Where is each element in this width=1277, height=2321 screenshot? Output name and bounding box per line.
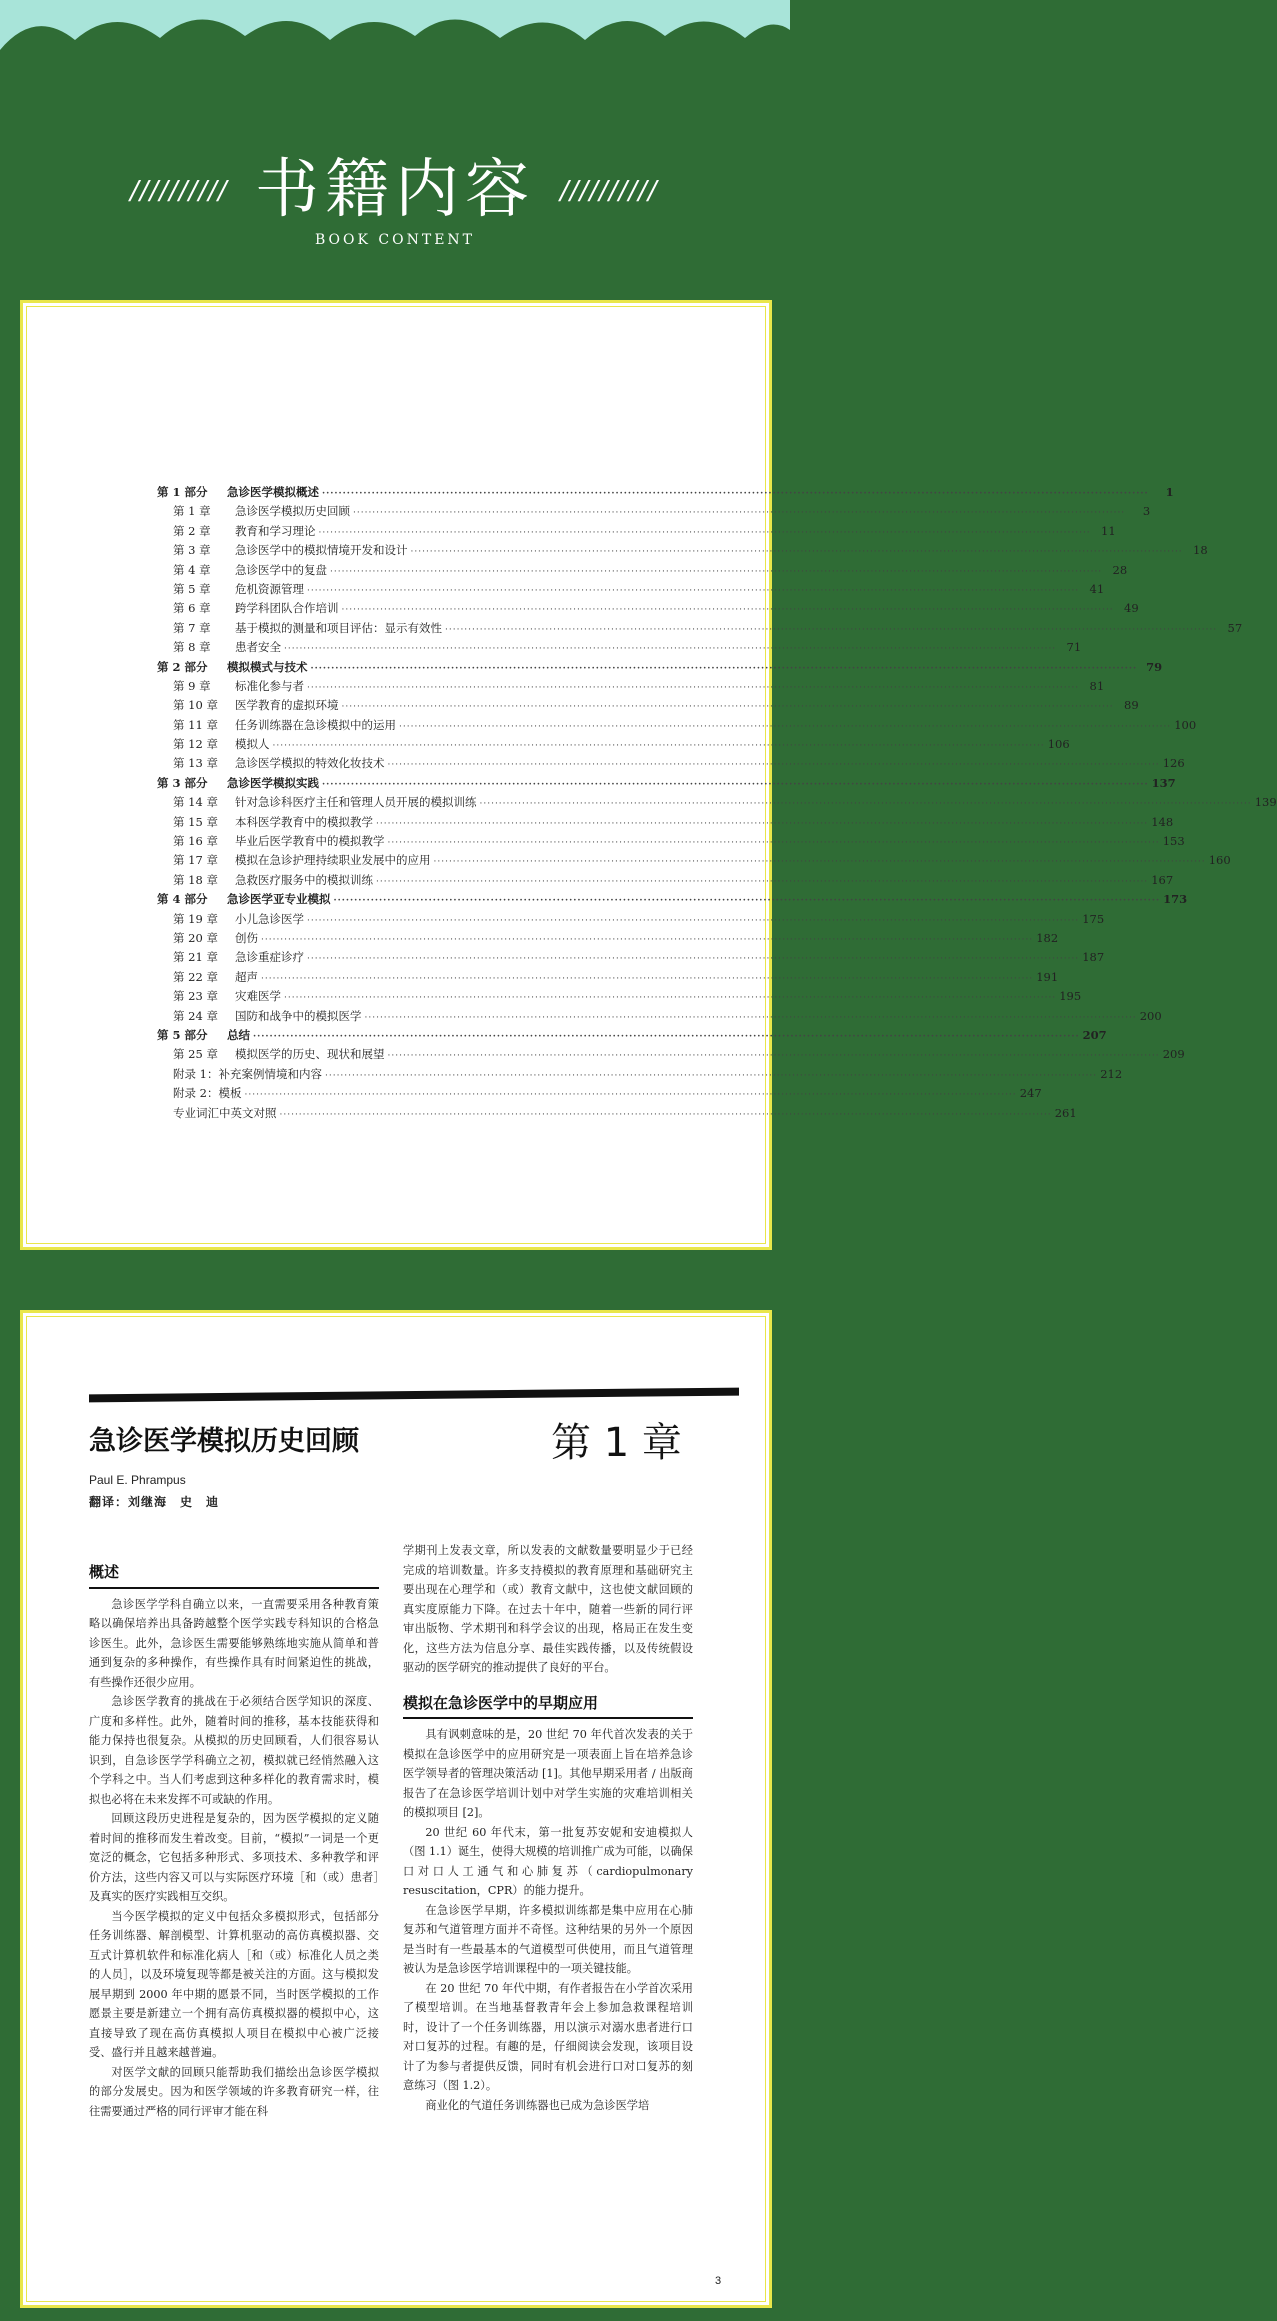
chapter-page-frame	[20, 1310, 772, 2308]
toc-entry-title: 急诊重症诊疗	[235, 950, 304, 965]
toc-entry-number: 第 12 章	[173, 737, 218, 752]
right-decoration: //////////	[560, 176, 658, 206]
toc-entry-title: 急诊医学模拟的特效化妆技术	[235, 756, 385, 771]
toc-entry-number: 第 20 章	[173, 930, 218, 945]
toc-entry	[157, 638, 1082, 657]
section-heading-early-use: 模拟在急诊医学中的早期应用	[403, 1694, 693, 1720]
toc-entry-page: 89	[1124, 698, 1139, 713]
toc-leader-dots: ········································································································································································································	[284, 644, 1057, 655]
toc-entry	[157, 890, 1188, 909]
toc-entry-page: 209	[1162, 1047, 1185, 1062]
toc-entry-page: 11	[1101, 523, 1116, 538]
toc-entry-title: 超声	[235, 969, 258, 984]
paragraph: 具有讽刺意味的是，20 世纪 70 年代首次发表的关于模拟在急诊医学中的应用研究是一项表面上旨在培养急诊医学领导者的管理决策活动 [1]。其他早期采用者 / 出版商报告了在急诊医学培训计划中对学生实施的灾难培训相关的模拟项目 [2]。	[403, 1728, 693, 1819]
toc-leader-dots: ········································································································································································································	[433, 857, 1206, 868]
toc-entry	[157, 832, 1185, 851]
paragraph: 20 世纪 60 年代末，第一批复苏安妮和安迪模拟人（图 1.1）诞生，使得大规模的培训推广成为可能，以确保口对口人工通气和心肺复苏（cardiopulmonary resuscitation，CPR）的能力提升。	[403, 1825, 693, 1897]
toc-entry-number: 第 1 部分	[157, 485, 208, 499]
toc-entry-title: 急诊医学模拟概述	[227, 485, 319, 499]
toc-entry-number: 第 2 部分	[157, 659, 208, 674]
toc-entry-title: 专业词汇中英文对照	[173, 1105, 277, 1120]
toc-entry-page: 126	[1162, 756, 1185, 771]
toc-entry	[157, 910, 1105, 929]
toc-leader-dots: ········································································································································································································	[330, 566, 1103, 577]
toc-entry-page: 247	[1019, 1086, 1042, 1101]
top-scallop-band	[0, 0, 790, 90]
toc-entry	[157, 851, 1231, 870]
toc-entry-title: 基于模拟的测量和项目评估：显示有效性	[235, 620, 442, 635]
toc-entry-title: 危机资源管理	[235, 581, 304, 596]
toc-entry-title: 针对急诊科医疗主任和管理人员开展的模拟训练	[235, 795, 477, 810]
toc-leader-dots: ········································································································································································································	[253, 1031, 1080, 1042]
toc-entry-page: 3	[1142, 504, 1151, 519]
toc-frame	[20, 300, 1277, 1250]
toc-entry-page: 28	[1112, 562, 1128, 577]
left-decoration: //////////	[130, 176, 228, 206]
toc-entry	[157, 1007, 1162, 1026]
paragraph: 当今医学模拟的定义中包括众多模拟形式，包括部分任务训练器、解剖模型、计算机驱动的高仿真模拟器、交互式计算机软件和标准化病人［和（或）标准化人员之类的人员］，以及环境复现等都是被关注的方面。这与模拟发展早期到 2000 年中期的愿景不同，当时医学模拟的工作愿景主要是新建立一个拥有高仿真模拟器的模拟中心，这直接导致了现在高仿真模拟人项目在模拟中心被广泛接受、盛行并且越来越普遍。	[89, 1909, 379, 2059]
toc-entry-number: 第 8 章	[173, 640, 211, 655]
section-header	[0, 150, 790, 260]
toc-entry-title: 医学教育的虚拟环境	[235, 698, 339, 713]
toc-entry-number: 第 16 章	[173, 834, 218, 849]
toc-entry-page: 100	[1174, 717, 1197, 732]
toc-entry	[157, 716, 1197, 735]
toc-entry-page: 212	[1100, 1066, 1123, 1081]
toc-entry-title: 模拟在急诊护理持续职业发展中的应用	[235, 853, 431, 868]
toc-entry-page: 79	[1146, 659, 1163, 674]
toc-entry	[157, 677, 1105, 696]
toc-entry-page: 261	[1054, 1105, 1077, 1120]
toc-entry-title: 模拟医学的历史、现状和展望	[235, 1047, 385, 1062]
toc-entry-title: 患者安全	[235, 640, 281, 655]
toc-entry-page: 175	[1082, 911, 1105, 926]
toc-entry-number: 第 5 部分	[157, 1027, 208, 1042]
toc-leader-dots: ········································································································································································································	[324, 1070, 1098, 1081]
chapter-translator: 翻译：刘继海 史 迪	[89, 1495, 220, 1509]
toc-entry	[157, 541, 1208, 560]
paragraph: 商业化的气道任务训练器也已成为急诊医学培	[425, 2098, 650, 2112]
toc-entry-page: 195	[1059, 989, 1082, 1004]
toc-entry	[157, 871, 1174, 890]
toc-entry-page: 200	[1139, 1008, 1162, 1023]
toc-leader-dots: ········································································································································································································	[261, 934, 1034, 945]
toc-entry-title: 附录 2：模板	[173, 1086, 242, 1101]
toc-entry-title: 创伤	[235, 930, 258, 945]
toc-entry-number: 第 21 章	[173, 950, 218, 965]
toc-entry-title: 急诊医学模拟实践	[227, 775, 319, 790]
toc-entry-page: 187	[1082, 950, 1105, 965]
toc-leader-dots: ········································································································································································································	[376, 876, 1149, 887]
page-subtitle: BOOK CONTENT	[315, 232, 475, 248]
table-of-contents	[157, 483, 1277, 1123]
toc-entry-number: 第 17 章	[173, 853, 218, 868]
toc-entry-number: 第 22 章	[173, 969, 218, 984]
toc-leader-dots: ········································································································································································································	[318, 527, 1091, 538]
toc-leader-dots: ········································································································································································································	[399, 721, 1172, 732]
toc-entry-number: 第 2 章	[173, 523, 211, 538]
chapter-top-rule	[89, 1388, 739, 1403]
toc-entry	[157, 696, 1139, 715]
toc-entry	[157, 658, 1163, 677]
toc-leader-dots: ········································································································································································································	[322, 489, 1149, 499]
toc-entry-title: 国防和战争中的模拟医学	[235, 1008, 362, 1023]
toc-entry	[157, 1026, 1107, 1045]
toc-entry	[157, 1045, 1185, 1064]
toc-leader-dots: ········································································································································································································	[479, 799, 1252, 810]
page-number: 3	[715, 2275, 722, 2287]
toc-leader-dots: ········································································································································································································	[410, 547, 1183, 558]
toc-entry-number: 第 25 章	[173, 1047, 218, 1062]
paragraph: 急诊医学教育的挑战在于必须结合医学知识的深度、广度和多样性。此外，随着时间的推移，基本技能获得和能力保持也很复杂。从模拟的历史回顾看，人们很容易认识到，自急诊医学学科确立之初，模拟就已经悄然融入这个学科之中。当人们考虑到这种多样化的教育需求时，模拟也必将在未来发挥不可或缺的作用。	[89, 1695, 379, 1806]
toc-entry-page: 173	[1163, 892, 1188, 907]
toc-entry-title: 灾难医学	[235, 989, 281, 1004]
toc-leader-dots: ········································································································································································································	[341, 702, 1114, 713]
toc-entry	[157, 1065, 1123, 1084]
toc-entry-title: 本科医学教育中的模拟教学	[235, 814, 373, 829]
toc-leader-dots: ········································································································································································································	[387, 1051, 1160, 1062]
toc-leader-dots: ········································································································································································································	[376, 818, 1149, 829]
toc-leader-dots: ········································································································································································································	[310, 663, 1138, 674]
toc-entry-page: 106	[1047, 737, 1070, 752]
toc-leader-dots: ········································································································································································································	[261, 973, 1034, 984]
toc-entry-title: 标准化参与者	[235, 678, 304, 693]
toc-entry	[157, 1084, 1042, 1103]
toc-entry-page: 191	[1036, 969, 1059, 984]
paragraph: 回顾这段历史进程是复杂的，因为医学模拟的定义随着时间的推移而发生着改变。目前，“模拟”一词是一个更宽泛的概念，它包括多种形式、多项技术、多种教学和评价方法，这些内容又可以与实际医疗环境［和（或）患者］及真实的医疗实践相互交织。	[89, 1812, 379, 1903]
toc-entry-number: 第 18 章	[173, 872, 218, 887]
toc-entry-title: 总结	[227, 1027, 250, 1042]
left-column	[89, 1563, 379, 2121]
toc-entry	[157, 754, 1185, 773]
paragraph: 在 20 世纪 70 年代中期，有作者报告在小学首次采用了模型培训。在当地基督教青年会上参加急救课程培训时，设计了一个任务训练器，用以演示对溺水患者进行口对口复苏的过程。有趣的是，仔细阅读会发现，该项目设计了为参与者提供反馈，同时有机会进行口对口复苏的刻意练习（图 1.2）。	[403, 1981, 693, 2092]
toc-entry-number: 第 19 章	[173, 911, 218, 926]
toc-entry	[157, 968, 1059, 987]
toc-entry-page: 18	[1193, 543, 1208, 558]
toc-entry-number: 第 4 章	[173, 562, 211, 577]
toc-leader-dots: ········································································································································································································	[364, 1012, 1137, 1023]
toc-entry-number: 第 3 章	[173, 543, 211, 558]
toc-entry-title: 急诊医学亚专业模拟	[227, 892, 331, 907]
toc-leader-dots: ········································································································································································································	[322, 779, 1149, 790]
toc-entry-page: 57	[1227, 620, 1243, 635]
toc-entry-title: 小儿急诊医学	[235, 911, 304, 926]
toc-entry	[157, 483, 1174, 502]
toc-entry	[157, 929, 1059, 948]
toc-entry	[157, 813, 1174, 832]
toc-leader-dots: ········································································································································································································	[333, 896, 1161, 907]
chapter-author: Paul E. Phrampus	[89, 1473, 186, 1487]
toc-entry-title: 急诊医学中的模拟情境开发和设计	[235, 543, 408, 558]
paragraph: 对医学文献的回顾只能帮助我们描绘出急诊医学模拟的部分发展史。因为和医学领域的许多教育研究一样，往往需要通过严格的同行评审才能在科	[89, 2065, 379, 2118]
toc-entry	[157, 793, 1277, 812]
toc-entry-page: 153	[1162, 834, 1185, 849]
toc-entry	[157, 561, 1128, 580]
toc-entry-number: 第 11 章	[173, 717, 218, 732]
toc-entry-page: 139	[1254, 795, 1277, 810]
paragraph: 学期刊上发表文章，所以发表的文献数量要明显少于已经完成的培训数量。许多支持模拟的教育原理和基础研究主要出现在心理学和（或）教育文献中，这也使文献回顾的真实度原能力下降。在过去十年中，随着一些新的同行评审出版物、学术期刊和科学会议的出现，格局正在发生变化，这些方法为信息分享、最佳实践传播，以及传统假设驱动的医学研究的推动提供了良好的平台。	[403, 1544, 693, 1674]
toc-entry	[157, 502, 1151, 521]
toc-entry	[157, 522, 1116, 541]
toc-entry-title: 模拟模式与技术	[227, 659, 308, 674]
toc-entry	[157, 735, 1070, 754]
toc-entry-title: 急诊医学中的复盘	[235, 562, 327, 577]
toc-entry-page: 81	[1089, 678, 1105, 693]
section-heading-overview: 概述	[89, 1563, 379, 1589]
right-column	[403, 1541, 693, 2115]
toc-entry-number: 第 3 部分	[157, 775, 208, 790]
toc-entry-title: 教育和学习理论	[235, 523, 316, 538]
toc-entry-number: 第 14 章	[173, 795, 218, 810]
paragraph: 急诊医学学科自确立以来，一直需要采用各种教育策略以确保培养出具备跨越整个医学实践专科知识的合格急诊医生。此外，急诊医生需要能够熟练地实施从简单和普通到复杂的多种操作，有些操作具有时间紧迫性的挑战，有些操作还很少应用。	[89, 1597, 379, 1689]
toc-entry-number: 第 13 章	[173, 756, 218, 771]
toc-leader-dots: ········································································································································································································	[279, 1109, 1052, 1120]
toc-entry-title: 任务训练器在急诊模拟中的运用	[235, 717, 396, 732]
toc-entry-page: 41	[1089, 581, 1105, 596]
toc-entry	[157, 987, 1082, 1006]
toc-leader-dots: ········································································································································································································	[353, 508, 1126, 519]
toc-entry	[157, 948, 1105, 967]
toc-entry-number: 第 10 章	[173, 698, 218, 713]
page-title: 书籍内容	[255, 153, 535, 227]
toc-entry-number: 第 6 章	[173, 601, 211, 616]
toc-entry-page: 182	[1036, 930, 1059, 945]
toc-entry-page: 49	[1124, 601, 1139, 616]
toc-entry-number: 第 4 部分	[157, 892, 208, 907]
toc-entry	[157, 580, 1105, 599]
toc-leader-dots: ········································································································································································································	[307, 682, 1080, 693]
toc-leader-dots: ········································································································································································································	[244, 1090, 1017, 1101]
toc-entry	[157, 599, 1139, 618]
toc-entry-title: 急诊医学模拟历史回顾	[235, 504, 350, 519]
toc-entry	[157, 1104, 1077, 1123]
toc-entry-number: 第 23 章	[173, 989, 218, 1004]
toc-leader-dots: ········································································································································································································	[307, 954, 1080, 965]
toc-entry-page: 167	[1151, 872, 1174, 887]
toc-entry-page: 148	[1151, 814, 1174, 829]
toc-entry-number: 第 15 章	[173, 814, 218, 829]
toc-entry-page: 160	[1208, 853, 1231, 868]
toc-leader-dots: ········································································································································································································	[445, 624, 1218, 635]
toc-entry-page: 71	[1066, 640, 1082, 655]
toc-entry-number: 第 9 章	[173, 678, 211, 693]
chapter-number: 第 1 章	[551, 1420, 682, 1466]
toc-entry-page: 1	[1165, 485, 1174, 499]
toc-entry-number: 第 24 章	[173, 1008, 218, 1023]
paragraph: 在急诊医学早期，许多模拟训练都是集中应用在心肺复苏和气道管理方面并不奇怪。这种结果的另外一个原因是当时有一些最基本的气道模型可供使用，而且气道管理被认为是急诊医学培训课程中的一项关键技能。	[403, 1903, 693, 1975]
toc-entry-title: 附录 1：补充案例情境和内容	[173, 1066, 322, 1081]
toc-entry-title: 跨学科团队合作培训	[235, 601, 339, 616]
toc-entry	[157, 774, 1176, 793]
toc-leader-dots: ········································································································································································································	[341, 605, 1114, 616]
toc-leader-dots: ········································································································································································································	[272, 741, 1045, 752]
toc-entry-title: 毕业后医学教育中的模拟教学	[235, 834, 385, 849]
toc-leader-dots: ········································································································································································································	[387, 760, 1160, 771]
toc-entry-title: 急救医疗服务中的模拟训练	[235, 872, 373, 887]
toc-leader-dots: ········································································································································································································	[307, 585, 1080, 596]
toc-entry-number: 第 7 章	[173, 620, 211, 635]
toc-entry-number: 第 5 章	[173, 581, 211, 596]
toc-entry-page: 137	[1151, 775, 1176, 790]
toc-entry-page: 207	[1082, 1027, 1107, 1042]
toc-entry-title: 模拟人	[235, 737, 270, 752]
toc-leader-dots: ········································································································································································································	[307, 915, 1080, 926]
toc-leader-dots: ········································································································································································································	[387, 838, 1160, 849]
chapter-title: 急诊医学模拟历史回顾	[89, 1426, 359, 1457]
toc-leader-dots: ········································································································································································································	[284, 993, 1057, 1004]
toc-entry	[157, 619, 1243, 638]
toc-entry-number: 第 1 章	[173, 504, 211, 519]
